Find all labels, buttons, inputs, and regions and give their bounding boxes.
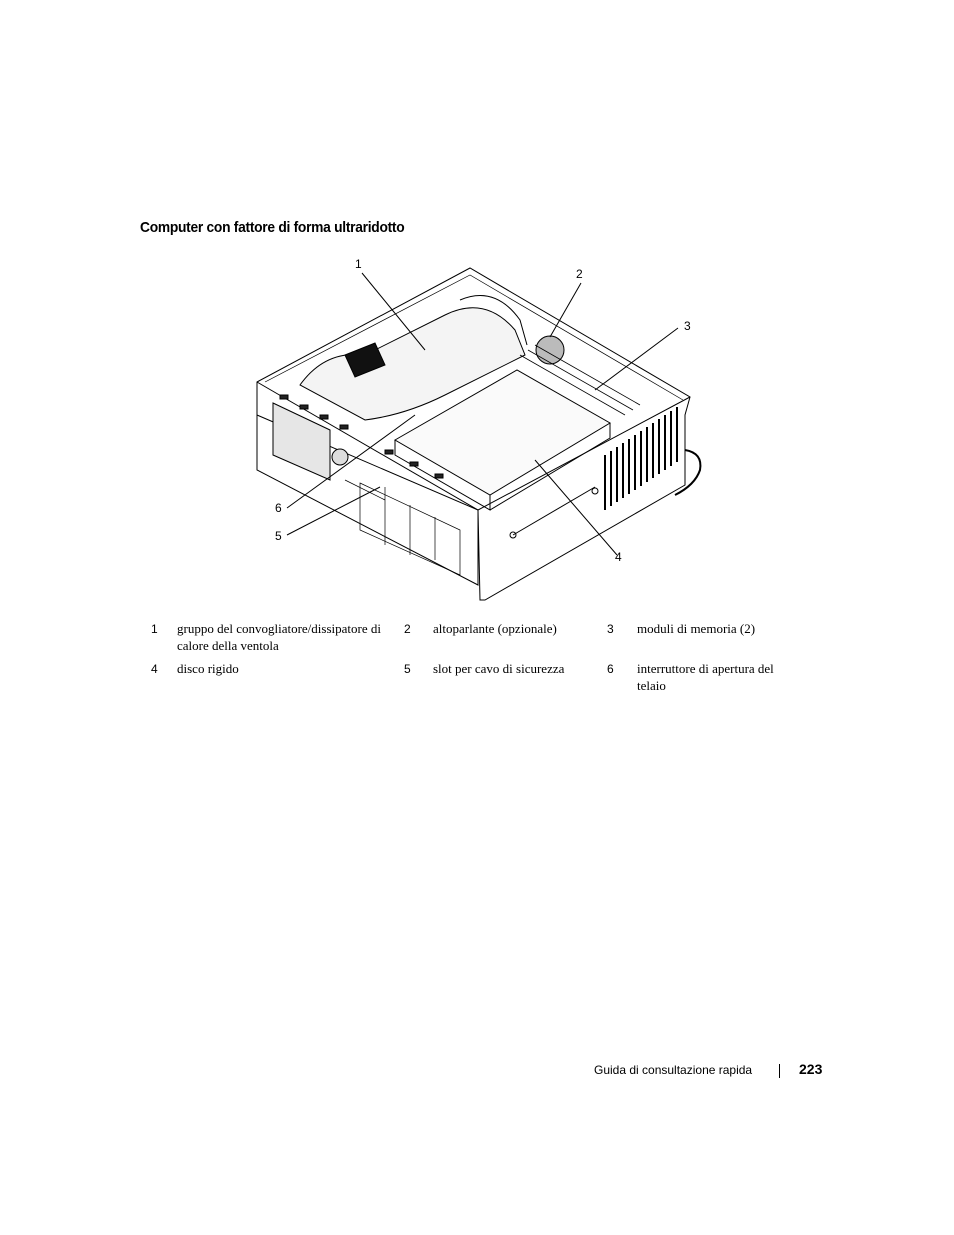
callout-6: 6 bbox=[275, 501, 282, 515]
leader-line-5 bbox=[287, 487, 380, 535]
legend-number: 4 bbox=[151, 662, 158, 676]
legend-text: disco rigido bbox=[177, 661, 239, 676]
legend-number: 3 bbox=[607, 622, 614, 636]
section-heading: Computer con fattore di forma ultraridotto bbox=[140, 219, 405, 236]
legend-text: gruppo del convogliatore/dissipatore di calore della ventola bbox=[177, 621, 381, 653]
legend-number: 5 bbox=[404, 662, 411, 676]
footer-title: Guida di consultazione rapida bbox=[594, 1063, 753, 1077]
callout-2: 2 bbox=[576, 267, 583, 281]
computer-interior-illustration bbox=[245, 255, 715, 615]
page-number: 223 bbox=[799, 1061, 823, 1077]
legend-text: interruttore di apertura del telaio bbox=[637, 661, 774, 693]
legend-text: altoparlante (opzionale) bbox=[433, 621, 557, 636]
legend-text: slot per cavo di sicurezza bbox=[433, 661, 565, 676]
callout-4: 4 bbox=[615, 550, 622, 564]
legend-row bbox=[140, 620, 802, 660]
computer-diagram bbox=[245, 255, 715, 615]
legend-number: 1 bbox=[151, 622, 158, 636]
legend-number: 6 bbox=[607, 662, 614, 676]
figure-legend bbox=[140, 620, 802, 700]
callout-3: 3 bbox=[684, 319, 691, 333]
legend-row bbox=[140, 660, 802, 700]
callout-1: 1 bbox=[355, 257, 362, 271]
legend-number: 2 bbox=[404, 622, 411, 636]
footer-separator bbox=[779, 1064, 780, 1078]
legend-text: moduli di memoria (2) bbox=[637, 621, 756, 636]
callout-5: 5 bbox=[275, 529, 282, 543]
